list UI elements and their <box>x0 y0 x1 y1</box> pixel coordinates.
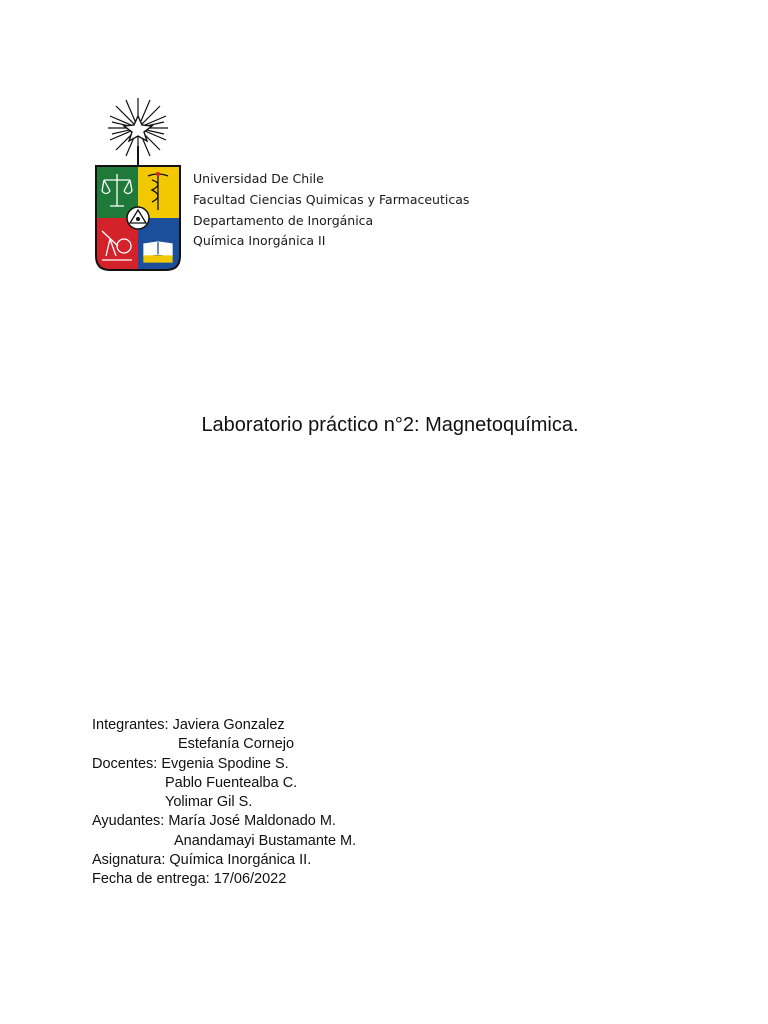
institution-block <box>193 169 469 252</box>
ayudantes-label: Ayudantes: <box>92 813 165 830</box>
fecha-label: Fecha de entrega: <box>92 871 210 888</box>
docente-name: Pablo Fuentealba C. <box>165 774 298 791</box>
ayudantes-line <box>92 812 356 831</box>
university-name: Universidad De Chile <box>193 171 324 186</box>
department-name: Departamento de Inorgánica <box>193 212 374 228</box>
asignatura-line <box>92 851 356 870</box>
course-name: Química Inorgánica II <box>193 233 326 249</box>
universidad-de-chile-crest-icon <box>92 96 184 274</box>
fecha-value: 17/06/2022 <box>213 871 287 888</box>
integrante-name: Estefanía Cornejo <box>178 736 295 753</box>
integrantes-line <box>92 716 356 735</box>
ayudante-name: María José Maldonado M. <box>168 813 336 830</box>
details-block <box>92 716 356 890</box>
docente-name: Evgenia Spodine S. <box>161 755 289 772</box>
docente-name: Yolimar Gil S. <box>165 794 253 811</box>
fecha-line <box>92 870 356 889</box>
asignatura-label: Asignatura: <box>92 852 166 869</box>
docentes-line <box>92 755 356 774</box>
asignatura-value: Química Inorgánica II. <box>169 852 312 869</box>
integrantes-label: Integrantes: <box>92 717 169 733</box>
document-title: Laboratorio práctico n°2: Magnetoquímica. <box>201 414 579 436</box>
ayudante-name: Anandamayi Bustamante M. <box>174 832 357 849</box>
integrante-name: Javiera Gonzalez <box>172 717 285 733</box>
faculty-name: Facultad Ciencias Quimicas y Farmaceuticas <box>193 191 470 207</box>
docentes-label: Docentes: <box>92 755 158 772</box>
